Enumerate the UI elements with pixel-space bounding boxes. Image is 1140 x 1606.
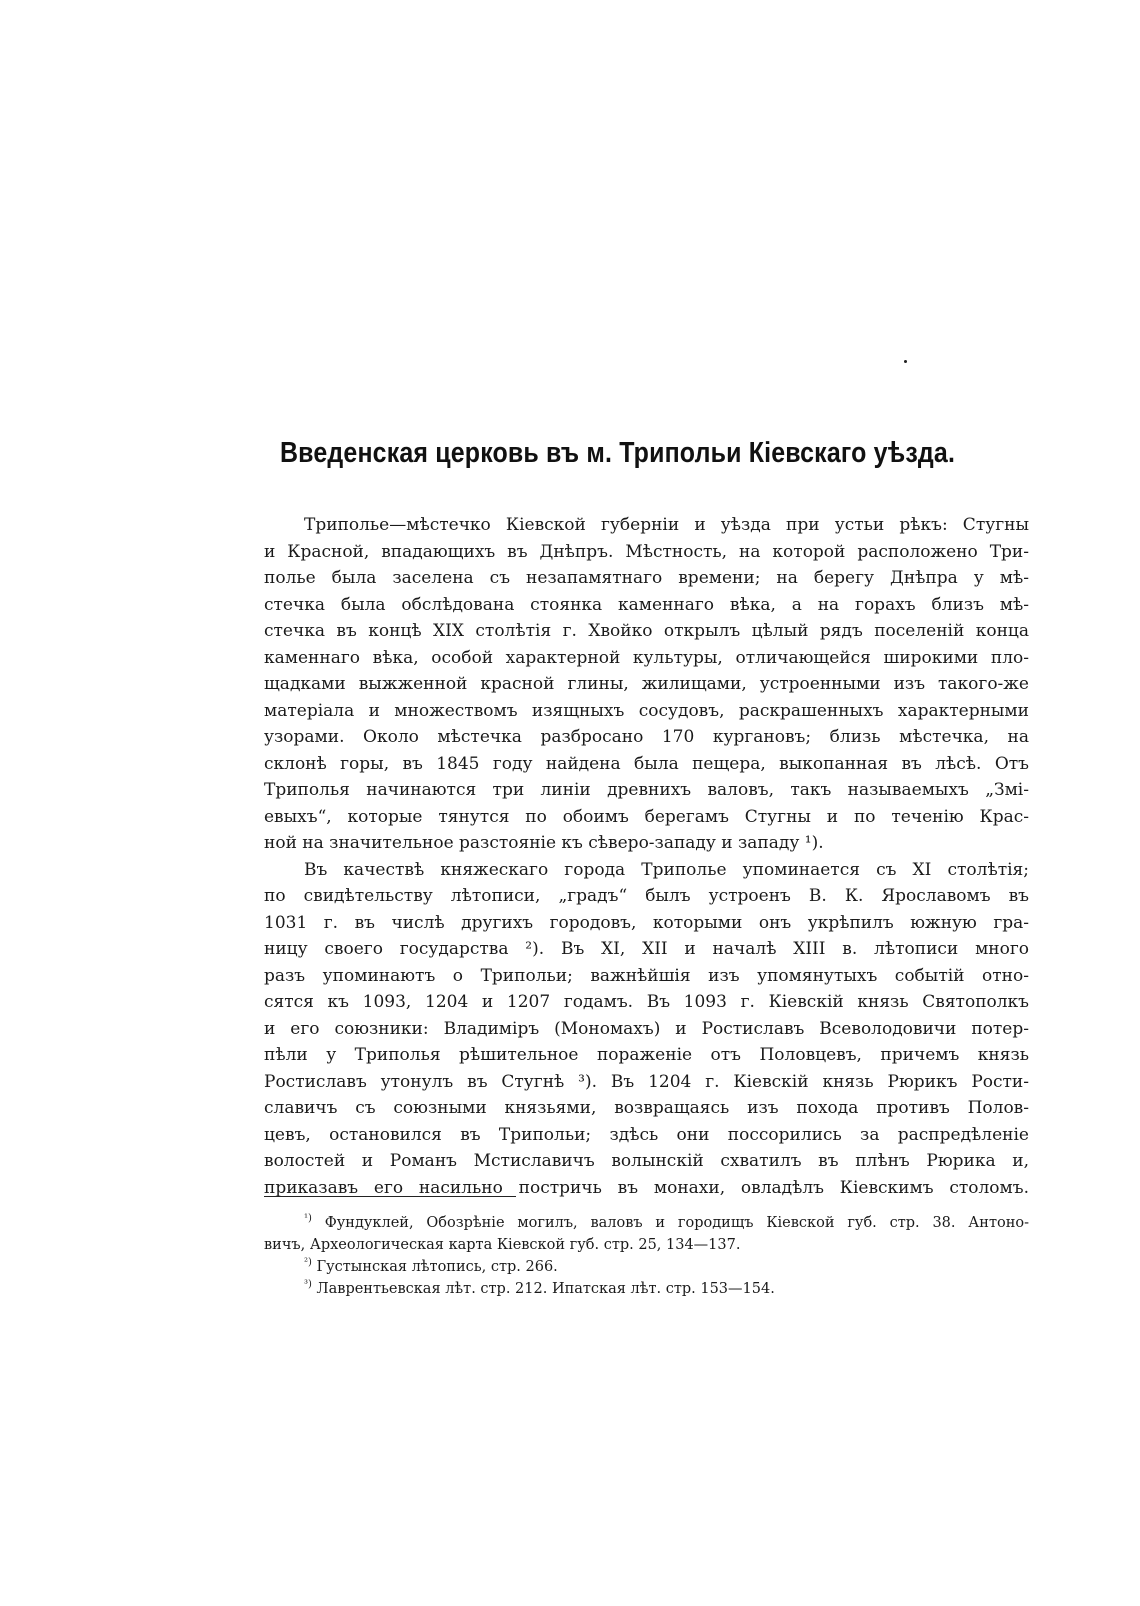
body-line: ной на значительное разстояніе къ сѣверо-западу и западу ¹). (264, 833, 824, 853)
body-line: и Красной, впадающихъ въ Днѣпръ. Мѣстность, на которой расположено Три- (264, 541, 1029, 562)
body-line: Триполье—мѣстечко Кіевской губерніи и уѣзда при устьи рѣкъ: Стугны (304, 515, 1029, 535)
footnote-3-text: Лаврентьевская лѣт. стр. 212. Ипатская лѣт. стр. 153—154. (316, 1281, 775, 1297)
body-line: щадками выжженной красной глины, жилищами, устроенными изъ такого-же (264, 674, 1029, 694)
body-line: евыхъ“, которые тянутся по обоимъ берегамъ Стугны и по теченію Крас- (264, 806, 1029, 827)
footnote-2-text: Густынская лѣтопись, стр. 266. (316, 1259, 558, 1275)
body-line: волостей и Романъ Мстиславичъ волынскій схватилъ въ плѣнъ Рюрика и, (264, 1151, 1029, 1171)
body-line: Триполья начинаются три линіи древнихъ валовъ, такъ называемыхъ „Змі- (264, 780, 1029, 800)
body-line: и его союзники: Владиміръ (Мономахъ) и Ростиславъ Всеволодовичи потер- (264, 1018, 1029, 1039)
print-speck (904, 360, 907, 363)
footnote-1-line-2: вичъ, Археологическая карта Кіевской губ. стр. 25, 134—137. (264, 1237, 741, 1253)
footnote-1-number: ¹) (304, 1213, 312, 1225)
body-line: пѣли у Триполья рѣшительное пораженіе отъ Половцевъ, причемъ князь (264, 1045, 1029, 1065)
body-line: склонѣ горы, въ 1845 году найдена была пещера, выкопанная въ лѣсѣ. Отъ (264, 753, 1029, 774)
body-line: стечка была обслѣдована стоянка каменнаго вѣка, а на горахъ близъ мѣ- (264, 594, 1029, 615)
body-line: разъ упоминаютъ о Трипольи; важнѣйшія изъ упомянутыхъ событій отно- (264, 965, 1029, 986)
body-line: Ростиславъ утонулъ въ Стугнѣ ³). Въ 1204 г. Кіевскій князь Рюрикъ Рости- (264, 1071, 1029, 1092)
footnote-1-line-1 (264, 1212, 1029, 1234)
body-line: славичъ съ союзными князьями, возвращаясь изъ похода противъ Полов- (264, 1098, 1029, 1118)
body-line: Въ качествѣ княжескаго города Триполье упоминается съ XI столѣтія; (304, 859, 1029, 880)
body-line: полье была заселена съ незапамятнаго времени; на берегу Днѣпра у мѣ- (264, 568, 1029, 588)
body-text (264, 512, 1029, 1201)
footnote-separator (264, 1196, 516, 1197)
body-line: по свидѣтельству лѣтописи, „градъ“ былъ устроенъ В. К. Ярославомъ въ (264, 886, 1029, 906)
footnote-3-number: ³) (304, 1279, 312, 1291)
body-line: 1031 г. въ числѣ другихъ городовъ, которыми онъ укрѣпилъ южную гра- (264, 912, 1029, 933)
footnote-2-number: ²) (304, 1257, 312, 1269)
footnote-2 (264, 1256, 1029, 1278)
footnote-3 (264, 1278, 1029, 1300)
body-line: каменнаго вѣка, особой характерной культуры, отличающейся широкими пло- (264, 647, 1029, 668)
body-line: узорами. Около мѣстечка разбросано 170 кургановъ; близь мѣстечка, на (264, 727, 1029, 747)
body-line: ницу своего государства ²). Въ XI, XII и началѣ XIII в. лѣтописи много (264, 939, 1029, 959)
body-line: цевъ, остановился въ Трипольи; здѣсь они поссорились за распредѣленіе (264, 1124, 1029, 1145)
body-line: матеріала и множествомъ изящныхъ сосудовъ, раскрашенныхъ характерными (264, 700, 1029, 721)
body-line: приказавъ его насильно постричь въ монахи, овладѣлъ Кіевскимъ столомъ. (264, 1177, 1029, 1198)
footnote-1-text: Фундуклей, Обозрѣніе могилъ, валовъ и городищъ Кіевской губ. стр. 38. Антоно- (324, 1215, 1029, 1231)
body-line: стечка въ концѣ XIX столѣтія г. Хвойко открылъ цѣлый рядъ поселеній конца (264, 621, 1029, 641)
footnotes (264, 1212, 1029, 1300)
page-title: Введенская церковь въ м. Трипольи Кіевскаго уѣзда. (280, 437, 956, 469)
body-line: сятся къ 1093, 1204 и 1207 годамъ. Въ 1093 г. Кіевскій князь Святополкъ (264, 992, 1029, 1012)
